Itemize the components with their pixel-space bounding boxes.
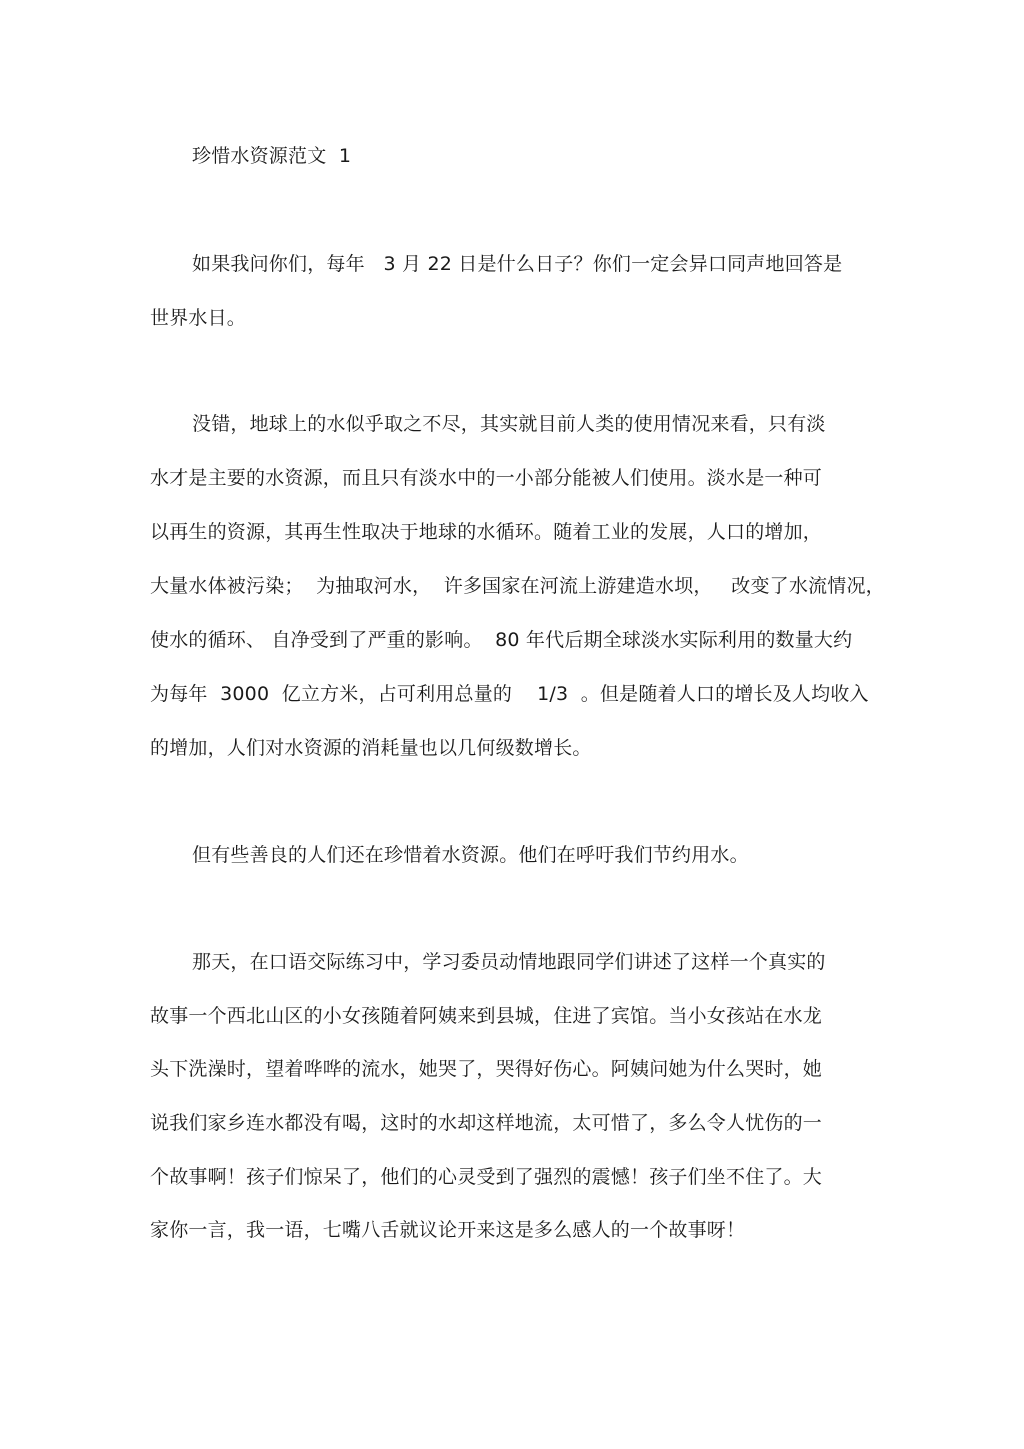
paragraph-line: 家你一言，我一语，七嘴八舌就议论开来这是多么感人的一个故事呀！ [150,1219,746,1241]
document-title: 珍惜水资源范文 1 [192,145,352,167]
paragraph-line: 但有些善良的人们还在珍惜着水资源。他们在呼吁我们节约用水。 [192,844,749,866]
paragraph-line: 那天，在口语交际练习中，学习委员动情地跟同学们讲述了这样一个真实的 [192,951,826,973]
paragraph-line: 水才是主要的水资源，而且只有淡水中的一小部分能被人们使用。淡水是一种可 [150,467,823,489]
paragraph-line: 大量水体被污染； 为抽取河水， 许多国家在河流上游建造水坝， 改变了水流情况， [150,575,885,597]
paragraph-line: 为每年 3000 亿立方米，占可利用总量的 1/3 。但是随着人口的增长及人均收入 [150,683,869,705]
paragraph-line: 头下洗澡时，望着哗哗的流水，她哭了，哭得好伤心。阿姨问她为什么哭时，她 [150,1058,823,1080]
paragraph-line: 如果我问你们，每年 3 月 22 日是什么日子？你们一定会异口同声地回答是 [192,253,843,275]
paragraph-line: 以再生的资源，其再生性取决于地球的水循环。随着工业的发展，人口的增加， [150,521,823,543]
paragraph-line: 没错，地球上的水似乎取之不尽，其实就目前人类的使用情况来看，只有淡 [192,413,826,435]
paragraph-line: 使水的循环、 自净受到了严重的影响。 80 年代后期全球淡水实际利用的数量大约 [150,629,853,651]
paragraph-line: 的增加，人们对水资源的消耗量也以几何级数增长。 [150,737,592,759]
paragraph-line: 个故事啊！孩子们惊呆了，他们的心灵受到了强烈的震憾！孩子们坐不住了。大 [150,1166,823,1188]
paragraph-line: 世界水日。 [150,307,247,329]
paragraph-line: 故事一个西北山区的小女孩随着阿姨来到县城，住进了宾馆。当小女孩站在水龙 [150,1005,823,1027]
paragraph-line: 说我们家乡连水都没有喝，这时的水却这样地流，太可惜了，多么令人忧伤的一 [150,1112,823,1134]
